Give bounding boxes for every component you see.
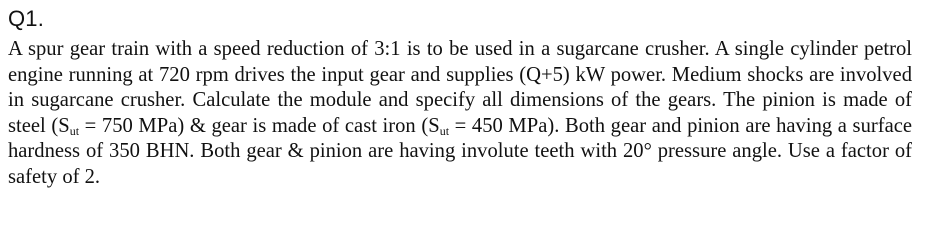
question-text-part-2: = 750 MPa) & gear is made of cast iron (S	[79, 114, 440, 137]
question-label: Q1.	[8, 6, 45, 31]
question-text-part-3: = 450 MPa). Both gear and pinion are having a surface hardness of 350 BHN. Both gear & pinion are having involute teeth with 20° pressure angle. Use a factor of safety of 2.	[8, 114, 913, 188]
question-text-part-1: A spur gear train with a speed reduction of 3:1 is to be used in a sugarcane crusher. A single cylinder petrol engine running at 720 rpm drives the input gear and supplies (Q+5) kW power. Medium shocks are involved in sugarcane crusher. Calculate the module and specify all dimensions of the gears. The pinion is made of steel (S	[8, 38, 912, 137]
subscript-ut-cast-iron: ut	[439, 123, 450, 138]
question-text	[8, 37, 912, 191]
subscript-ut-steel: ut	[69, 123, 80, 138]
